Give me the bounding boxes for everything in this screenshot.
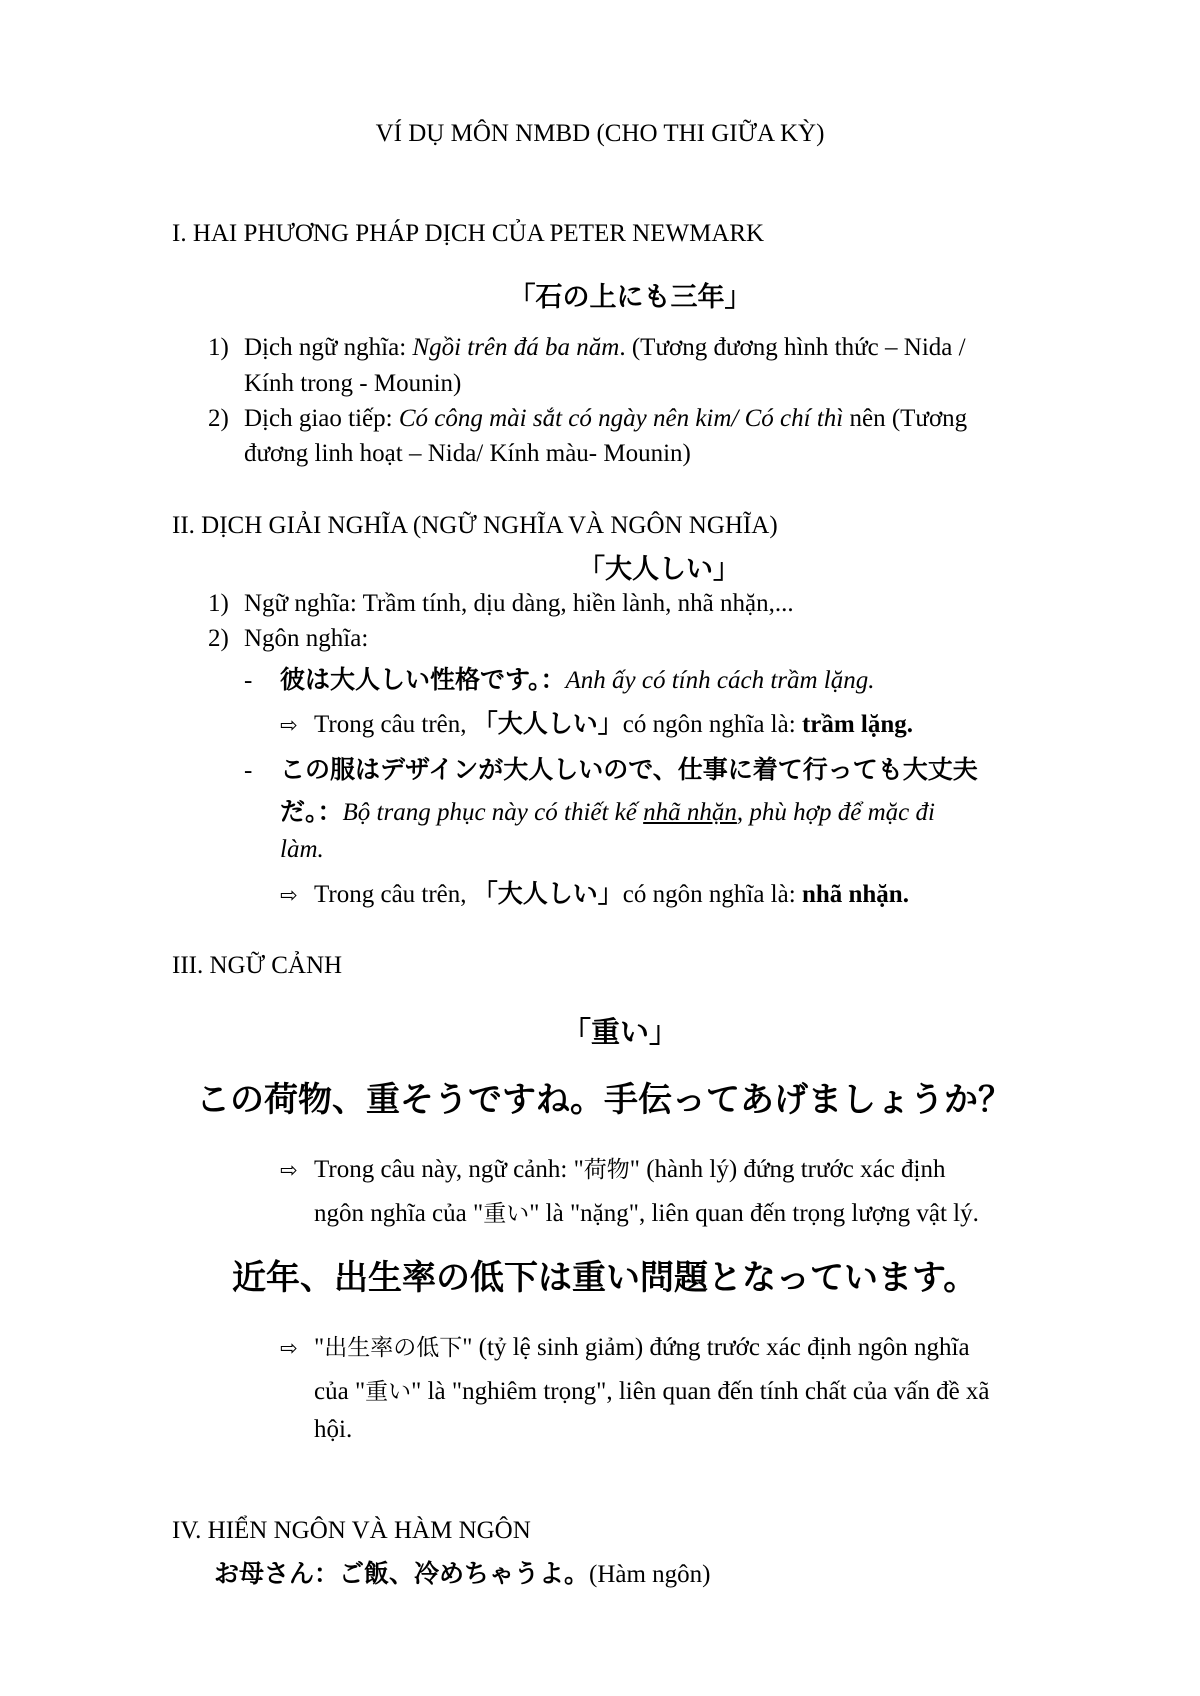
section-3-explanation-2 xyxy=(280,1330,970,1366)
item-italic: Có công mài sắt có ngày nên kim/ Có chí thì xyxy=(398,405,844,432)
item-number: 2) xyxy=(208,405,229,432)
example-2 xyxy=(244,752,978,789)
section-1-item-2-cont: đương linh hoạt – Nida/ Kính màu- Mounin) xyxy=(244,440,691,467)
item-italic: Ngồi trên đá ba năm xyxy=(412,334,620,361)
section-1-example: 「石の上にも三年」 xyxy=(508,282,752,313)
item-number: 2) xyxy=(208,625,229,652)
section-3-explanation-2-line-2 xyxy=(314,1374,990,1410)
bullet-dash: - xyxy=(244,757,253,784)
exp-bold: nhã nhặn. xyxy=(801,881,909,908)
section-3-explanation-1-line-2 xyxy=(314,1196,979,1232)
exp-pre: " xyxy=(314,1334,325,1361)
exp-pre: Trong câu này, ngữ cảnh: " xyxy=(314,1156,584,1183)
exp-mid: có ngôn nghĩa là: xyxy=(622,881,802,908)
example-2-line-2 xyxy=(280,794,935,831)
section-2-heading: II. DỊCH GIẢI NGHĨA (NGỮ NGHĨA VÀ NGÔN NGHĨA) xyxy=(172,512,778,539)
section-1-item-2 xyxy=(208,401,967,437)
exp-jp: 出生率の低下 xyxy=(324,1335,463,1361)
item-rest: . (Tương đương hình thức – Nida / xyxy=(619,334,966,361)
exp-post: " (tỷ lệ sinh giảm) đứng trước xác định ngôn nghĩa xyxy=(462,1334,970,1361)
section-2-item-2 xyxy=(208,621,368,657)
exp-jp: 重い xyxy=(365,1379,412,1405)
item-label: Dịch ngữ nghĩa: xyxy=(244,334,413,361)
arrow-icon: ⇨ xyxy=(280,1158,298,1182)
section-4-heading: IV. HIỂN NGÔN VÀ HÀM NGÔN xyxy=(172,1517,531,1544)
section-2-example: 「大人しい」 xyxy=(578,554,740,585)
item-text: Ngôn nghĩa: xyxy=(244,625,369,652)
section-3-sentence-2: 近年、出生率の低下は重い問題となっています。 xyxy=(232,1258,978,1298)
section-4-note: (Hàm ngôn) xyxy=(589,1561,711,1588)
section-3-explanation-2-line-3: hội. xyxy=(314,1416,353,1443)
document-title: VÍ DỤ MÔN NMBD (CHO THI GIỮA KỲ) xyxy=(375,120,825,147)
section-1-item-1-cont: Kính trong - Mounin) xyxy=(244,370,462,397)
exp-pre: Trong câu trên, xyxy=(314,711,473,738)
section-4-jp: お母さん：ご飯、冷めちゃうよ。 xyxy=(214,1559,590,1588)
item-number: 1) xyxy=(208,590,229,617)
exp-jp: 「大人しい」 xyxy=(472,709,623,738)
example-2-vi-pre: Bộ trang phục này có thiết kế xyxy=(342,799,644,826)
example-1-vi: Anh ấy có tính cách trầm lặng. xyxy=(565,667,875,694)
section-3-sentence-1: この荷物、重そうですね。手伝ってあげましょうか？ xyxy=(196,1080,1012,1120)
exp-pre: ngôn nghĩa của " xyxy=(314,1200,484,1227)
exp-jp: 「大人しい」 xyxy=(472,879,623,908)
example-2-jp-line-2: だ。： xyxy=(280,797,343,826)
example-1-jp: 彼は大人しい性格です。： xyxy=(280,665,566,694)
example-1 xyxy=(244,662,875,699)
arrow-icon: ⇨ xyxy=(280,883,298,907)
item-rest: nên (Tương xyxy=(843,405,968,432)
section-3-example: 「重い」 xyxy=(561,1015,678,1049)
exp-jp: 荷物 xyxy=(583,1157,630,1183)
exp-post: " (hành lý) đứng trước xác định xyxy=(629,1156,946,1183)
item-text: Ngữ nghĩa: Trầm tính, dịu dàng, hiền lành, nhã nhặn,... xyxy=(244,590,794,617)
exp-post: " là "nặng", liên quan đến trọng lượng vật lý. xyxy=(529,1200,979,1227)
exp-bold: trầm lặng. xyxy=(801,711,914,738)
arrow-icon: ⇨ xyxy=(280,1336,298,1360)
exp-pre: của " xyxy=(314,1378,366,1405)
arrow-icon: ⇨ xyxy=(280,713,298,737)
section-1-heading: I. HAI PHƯƠNG PHÁP DỊCH CỦA PETER NEWMARK xyxy=(172,220,765,247)
example-2-explanation xyxy=(280,876,909,913)
example-2-vi-post: , phù hợp để mặc đi xyxy=(736,799,935,826)
exp-mid: có ngôn nghĩa là: xyxy=(622,711,802,738)
exp-post: " là "nghiêm trọng", liên quan đến tính chất của vấn đề xã xyxy=(411,1378,990,1405)
example-2-vi-line-2: làm. xyxy=(280,836,324,863)
example-2-vi-underlined: nhã nhặn xyxy=(643,799,737,826)
item-number: 1) xyxy=(208,334,229,361)
exp-jp: 重い xyxy=(483,1201,530,1227)
item-label: Dịch giao tiếp: xyxy=(244,405,399,432)
bullet-dash: - xyxy=(244,667,253,694)
section-1-item-1 xyxy=(208,330,966,366)
exp-pre: Trong câu trên, xyxy=(314,881,473,908)
section-2-item-1 xyxy=(208,586,794,622)
example-1-explanation xyxy=(280,706,913,743)
section-3-heading: III. NGỮ CẢNH xyxy=(172,952,343,979)
example-2-jp-line-1: この服はデザインが大人しいので、仕事に着て行っても大丈夫 xyxy=(280,755,978,784)
section-4-example xyxy=(214,1556,711,1593)
section-3-explanation-1 xyxy=(280,1152,946,1188)
